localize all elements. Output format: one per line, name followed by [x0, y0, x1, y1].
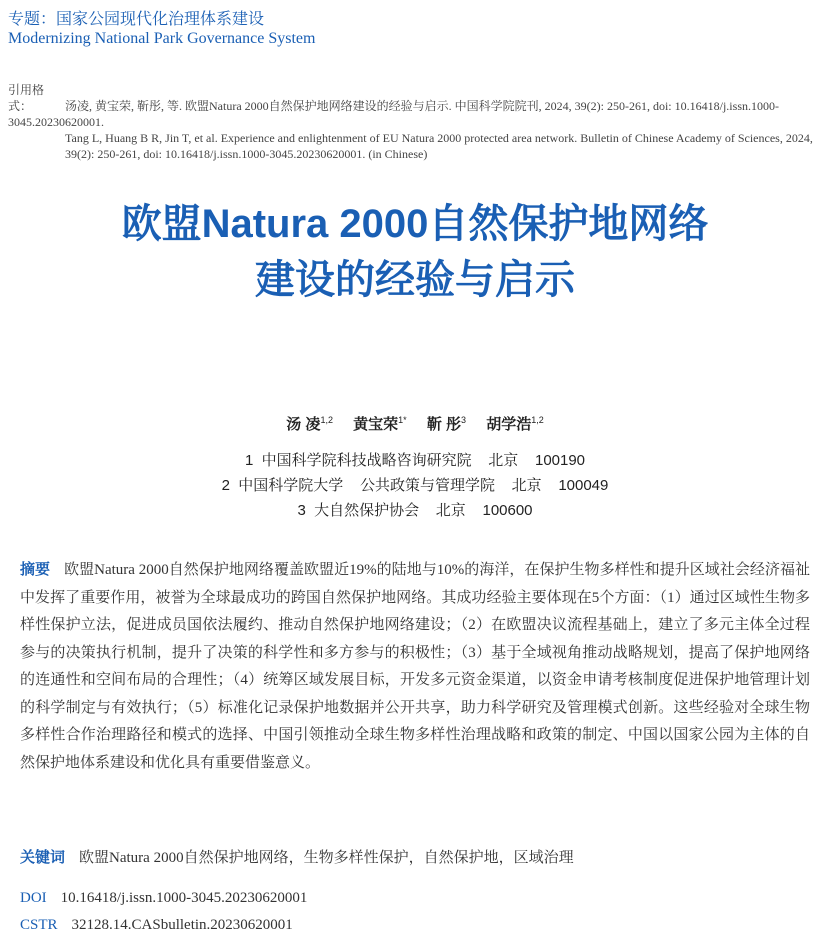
- author-list: [0, 413, 830, 434]
- affiliation-1: 1 中国科学院科技战略咨询研究院 北京 100190: [244, 452, 586, 469]
- keywords-text: 欧盟Natura 2000自然保护地网络，生物多样性保护，自然保护地，区域治理: [79, 850, 574, 866]
- author: 汤 凌$^{1,2}$: [286, 415, 333, 433]
- citation-label: 引用格式：: [8, 83, 45, 113]
- title-line-1: 欧盟Natura 2000自然保护地网络: [121, 202, 709, 246]
- doi-value[interactable]: 10.16418/j.issn.1000-3045.20230620001: [60, 890, 308, 906]
- citation-en: Tang L, Huang B R, Jin T, et al. Experience and enlightenment of EU Natura 2000 protected area network. Bulletin of Chinese Academy of Sciences, 2024, 39(2): 250-261, doi: 10.16418/j.issn.1000-3045.20230620001. (in Chinese): [65, 131, 813, 161]
- author: 黄宝荣$^{1*}$: [353, 415, 407, 433]
- cstr-row: [20, 917, 293, 934]
- abstract-text: 欧盟Natura 2000自然保护地网络覆盖欧盟近19%的陆地与10%的海洋，在保护生物多样性和提升区域社会经济福祉中发挥了重要作用，被誉为全球最成功的跨国自然保护地网络。其成功经验主要体现在5个方面：（1）通过区域性生物多样性保护立法，促进成员国依法履约、推动自然保护地网络建设；（2）在欧盟决议流程基础上，建立了多元主体全过程参与的决策执行机制，提升了决策的科学性和多方参与的积极性；（3）基于全域视角推动战略规划，提高了保护地网络的连通性和空间布局的合理性；（4）统筹区域发展目标，开发多元资金渠道，以资金申请考核制度促进保护地管理计划的科学制定与有效执行；（5）标准化记录保护地数据并公开共享，助力科学研究及管理模式创新。这些经验对全球生物多样性合作治理路径和模式的选择、中国引领推动全球生物多样性治理战略和政策的制定、中国以国家公园为主体的自然保护地体系建设和优化具有重要借鉴意义。: [20, 562, 810, 771]
- doi-label: DOI: [20, 890, 47, 906]
- abstract: [20, 556, 810, 777]
- paper-title: [0, 196, 830, 308]
- topic-heading-en: Modernizing National Park Governance System: [8, 30, 316, 47]
- abstract-heading: 摘要: [20, 561, 51, 578]
- citation-block: [8, 82, 823, 162]
- author: 胡学浩$^{1,2}$: [486, 415, 544, 433]
- doi-row: [20, 890, 307, 907]
- topic-heading: 专题：国家公园现代化治理体系建设: [8, 11, 265, 28]
- author: 靳 彤$^3$: [426, 415, 467, 433]
- keywords-heading: 关键词: [20, 849, 66, 866]
- citation-zh: 汤凌, 黄宝荣, 靳彤, 等. 欧盟Natura 2000自然保护地网络建设的经验与启示. 中国科学院院刊, 2024, 39(2): 250-261, doi: 10.16418/j.issn.1000-3045.20230620001.: [8, 99, 779, 129]
- cstr-label: CSTR: [20, 917, 58, 933]
- keywords: [20, 846, 810, 867]
- affiliation-2: 2 中国科学院大学 公共政策与管理学院 北京 100049: [221, 477, 609, 494]
- cstr-value: 32128.14.CASbulletin.20230620001: [71, 917, 293, 933]
- affiliation-3: 3 大自然保护协会 北京 100600: [297, 502, 533, 519]
- title-line-2: 建设的经验与启示: [255, 258, 575, 302]
